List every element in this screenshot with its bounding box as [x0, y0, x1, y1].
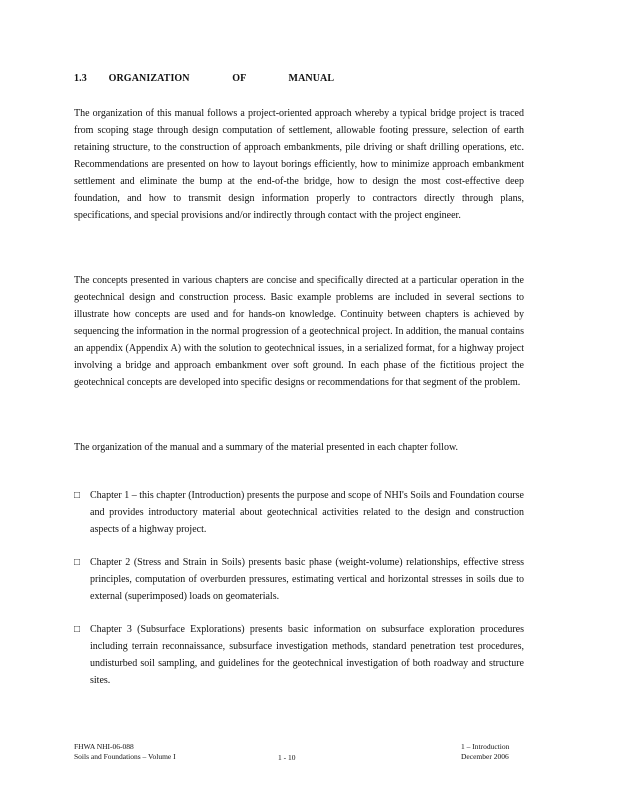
footer-left: [74, 742, 176, 762]
section-heading: [74, 73, 334, 84]
bullet-chapter-3: [74, 621, 524, 689]
bullet-text: Chapter 1 – this chapter (Introduction) presents the purpose and scope of NHI's Soils and Foundation course and provides introductory material about geotechnical activities related to the design and construction aspects of a highway project.: [90, 490, 524, 535]
paragraph-summary-intro: The organization of the manual and a summary of the material presented in each chapter follow.: [74, 442, 459, 453]
section-title: ORGANIZATION OF MANUAL: [108, 73, 335, 84]
paragraph-organization: The organization of this manual follows a project-oriented approach whereby a typical bridge project is traced from scoping stage through design computation of settlement, allowable footing pressure, selection of earth retaining structure, to the construction of approach embankments, pile driving or shaft drilling operations, etc. Recommendations are presented on how to layout borings efficiently, how to minimize approach embankment settlement and eliminate the bump at the end-of-the bridge, how to design the most cost-effective deep foundation, and how to transmit design information properly to contractors directly through plans, specifications, and special provisions and/or indirectly through contact with the project engineer.: [74, 108, 524, 221]
bullet-chapter-1: [74, 487, 524, 538]
bullet-text: Chapter 3 (Subsurface Explorations) presents basic information on subsurface exploration procedures including terrain reconnaissance, subsurface investigation methods, standard penetration test procedures, undisturbed soil sampling, and guidelines for the geotechnical investigation of both roadway and structure sites.: [90, 624, 524, 686]
bullet-marker: □: [74, 624, 81, 635]
section-number: 1.3: [74, 73, 87, 84]
page-number: 1 - 10: [278, 753, 296, 762]
paragraph-concepts: The concepts presented in various chapters are concise and specifically directed at a particular operation in the geotechnical design and construction process. Basic example problems are included in several sections to illustrate how concepts are used and for hands-on knowledge. Continuity between chapters is achieved by sequencing the information in the normal progression of a geotechnical project. In addition, the manual contains an appendix (Appendix A) with the solution to geotechnical issues, in a serialized format, for a highway project involving a bridge and approach embankment over soft ground. In each phase of the fictitious project the geotechnical concepts are developed into specific designs or recommendations for that segment of the problem.: [74, 275, 524, 388]
bullet-chapter-2: [74, 554, 524, 605]
bullet-text: Chapter 2 (Stress and Strain in Soils) presents basic phase (weight-volume) relationships, effective stress principles, computation of overburden pressures, estimating vertical and horizontal stresses in soils due to external (superimposed) loads on geomaterials.: [90, 557, 524, 602]
footer-date: December 2006: [461, 752, 509, 761]
footer-document-id: FHWA NHI-06-088: [74, 742, 134, 751]
bullet-marker: □: [74, 490, 81, 501]
footer-volume: Soils and Foundations – Volume I: [74, 752, 176, 761]
footer-chapter: 1 – Introduction: [461, 742, 510, 751]
footer-right: [461, 742, 509, 762]
bullet-marker: □: [74, 557, 81, 568]
